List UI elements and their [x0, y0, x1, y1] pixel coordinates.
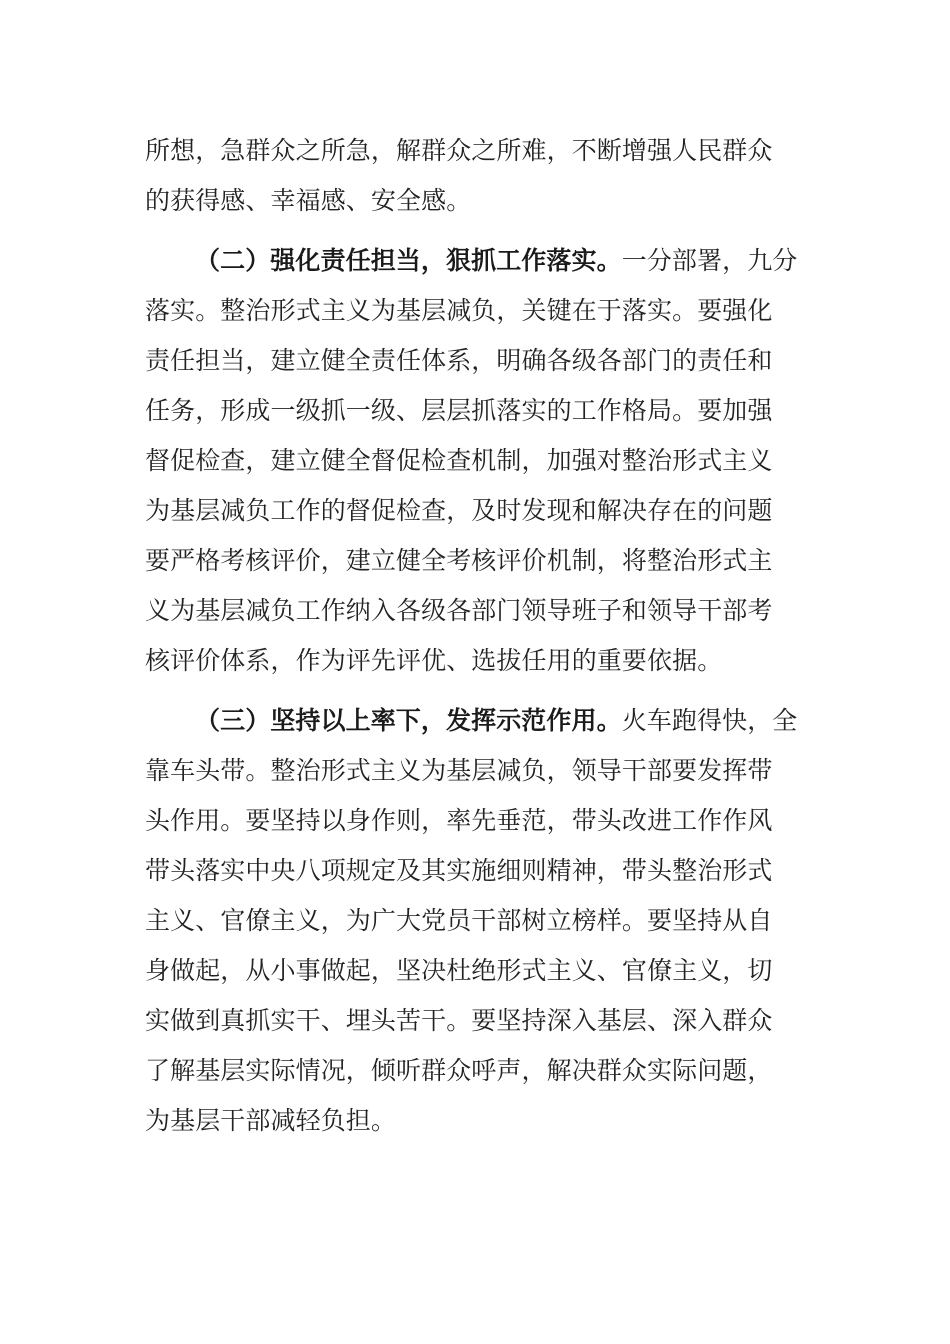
text-line: 要严格考核评价，建立健全考核评价机制，将整治形式主 [145, 546, 773, 575]
text-line: 实做到真抓实干、埋头苦干。要坚持深入基层、深入群众 [145, 1006, 773, 1035]
paragraph-first-line [145, 236, 807, 286]
text-span: 一分部署，九分 [621, 246, 798, 275]
text-line: 责任担当，建立健全责任体系，明确各级各部门的责任和 [145, 346, 773, 375]
paragraph-1 [145, 126, 807, 226]
text-line: 主义、官僚主义，为广大党员干部树立榜样。要坚持从自 [145, 906, 773, 935]
section-heading: （二）强化责任担当，狠抓工作落实。 [195, 246, 622, 275]
paragraph-2 [145, 236, 807, 686]
text-line: 头作用。要坚持以身作则，率先垂范，带头改进工作作风 [145, 806, 773, 835]
text-span: 火车跑得快，全 [621, 706, 798, 735]
text-line: 任务，形成一级抓一级、层层抓落实的工作格局。要加强 [145, 396, 773, 425]
text-line: 为基层干部减轻负担。 [145, 1106, 397, 1135]
text-line: 所想，急群众之所急，解群众之所难，不断增强人民群众 [145, 136, 773, 165]
text-line: 的获得感、幸福感、安全感。 [145, 186, 472, 215]
text-line: 带头落实中央八项规定及其实施细则精神，带头整治形式 [145, 856, 773, 885]
document-body [145, 126, 807, 1146]
text-line: 为基层减负工作的督促检查，及时发现和解决存在的问题 [145, 496, 773, 525]
text-line: 落实。整治形式主义为基层减负，关键在于落实。要强化 [145, 296, 773, 325]
text-line: 身做起，从小事做起，坚决杜绝形式主义、官僚主义，切 [145, 956, 773, 985]
text-line: 核评价体系，作为评先评优、选拔任用的重要依据。 [145, 646, 723, 675]
text-line: 督促检查，建立健全督促检查机制，加强对整治形式主义 [145, 446, 773, 475]
paragraph-first-line [145, 696, 807, 746]
paragraph-3 [145, 696, 807, 1146]
section-heading: （三）坚持以上率下，发挥示范作用。 [195, 706, 622, 735]
text-line: 了解基层实际情况，倾听群众呼声，解决群众实际问题， [145, 1056, 773, 1085]
text-line: 义为基层减负工作纳入各级各部门领导班子和领导干部考 [145, 596, 773, 625]
text-line: 靠车头带。整治形式主义为基层减负，领导干部要发挥带 [145, 756, 773, 785]
